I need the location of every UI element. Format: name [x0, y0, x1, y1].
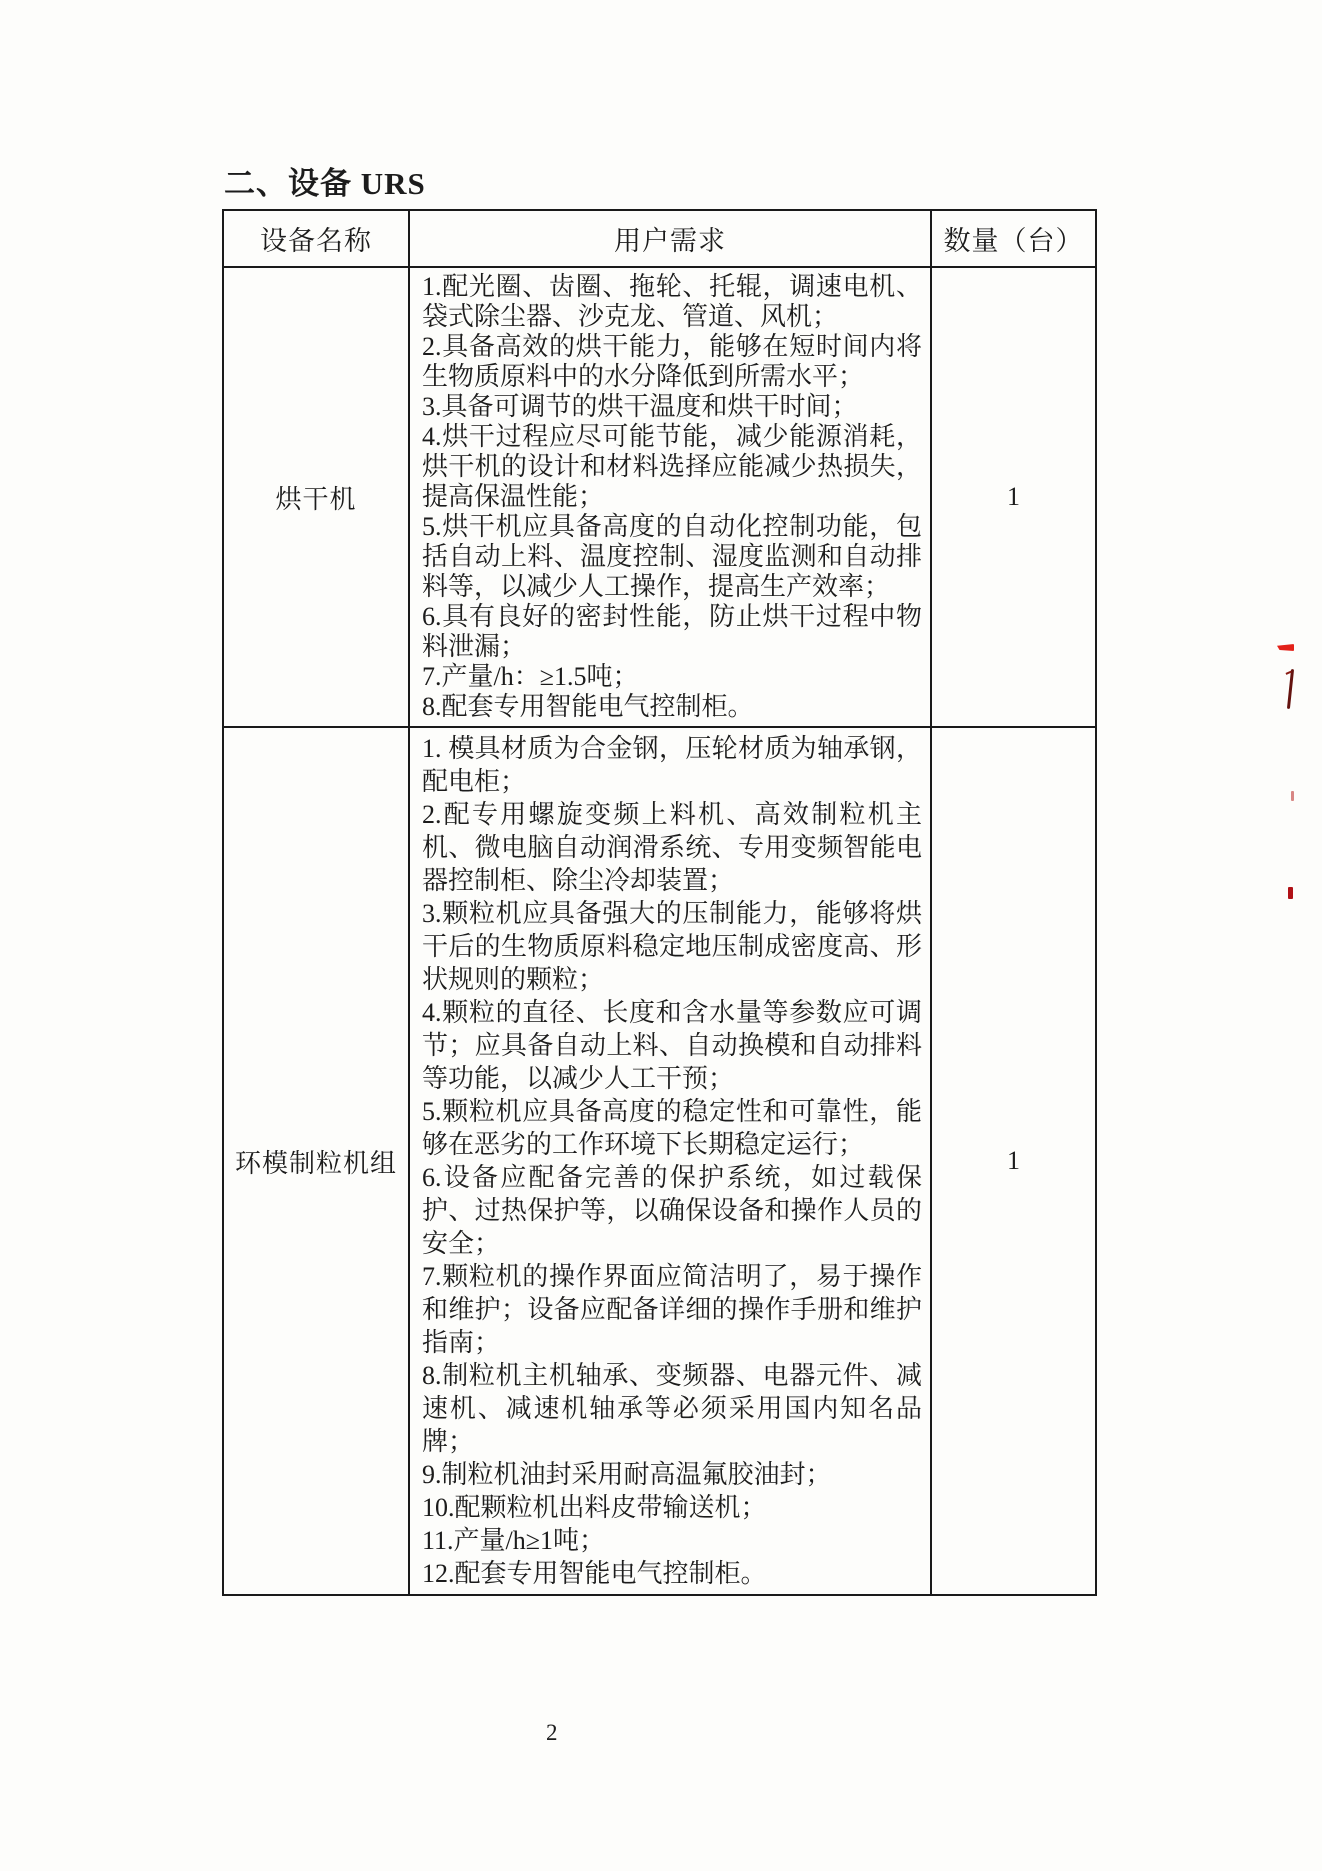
requirement-item: 8.配套专用智能电气控制柜。	[422, 692, 754, 721]
urs-table	[222, 209, 1097, 1596]
equipment-quantity: 1	[931, 267, 1096, 727]
requirement-item: 10.配颗粒机出料皮带输送机；	[422, 1493, 767, 1522]
requirement-item: 4.烘干过程应尽可能节能，减少能源消耗，烘干机的设计和材料选择应能减少热损失，提高保温性能；	[422, 422, 922, 511]
requirement-item: 3.颗粒机应具备强大的压制能力，能够将烘干后的生物质原料稳定地压制成密度高、形状规则的颗粒；	[422, 899, 922, 994]
requirement-item: 2.具备高效的烘干能力，能够在短时间内将生物质原料中的水分降低到所需水平；	[422, 332, 922, 391]
header-user-requirements: 用户需求	[409, 210, 931, 267]
requirement-item: 9.制粒机油封采用耐高温氟胶油封；	[422, 1460, 832, 1489]
table-header-row	[223, 210, 1096, 267]
equipment-quantity: 1	[931, 727, 1096, 1595]
equipment-name: 烘干机	[223, 267, 409, 727]
requirement-item: 11.产量/h≥1吨；	[422, 1526, 606, 1555]
requirement-item: 1.配光圈、齿圈、拖轮、托辊，调速电机、袋式除尘器、沙克龙、管道、风机；	[422, 272, 922, 331]
requirement-item: 8.制粒机主机轴承、变频器、电器元件、减速机、减速机轴承等必须采用国内知名品牌；	[422, 1361, 922, 1456]
table-row	[223, 727, 1096, 1595]
requirement-item: 3.具备可调节的烘干温度和烘干时间；	[422, 392, 858, 421]
red-pen-stroke-mark	[1287, 669, 1294, 709]
header-quantity: 数量（台）	[931, 210, 1096, 267]
requirement-item: 2.配专用螺旋变频上料机、高效制粒机主机、微电脑自动润滑系统、专用变频智能电器控制柜、除尘冷却装置；	[422, 800, 922, 895]
red-pen-speck-mark	[1291, 791, 1294, 801]
equipment-name: 环模制粒机组	[223, 727, 409, 1595]
table-row	[223, 267, 1096, 727]
requirements-list	[409, 727, 931, 1595]
requirement-item: 6.具有良好的密封性能，防止烘干过程中物料泄漏；	[422, 602, 922, 661]
red-pen-tick-mark	[1288, 887, 1293, 899]
requirement-item: 5.烘干机应具备高度的自动化控制功能，包括自动上料、温度控制、湿度监测和自动排料等，以减少人工操作，提高生产效率；	[422, 512, 922, 601]
requirements-list	[409, 267, 931, 727]
requirement-item: 12.配套专用智能电气控制柜。	[422, 1559, 767, 1588]
requirement-item: 5.颗粒机应具备高度的稳定性和可靠性，能够在恶劣的工作环境下长期稳定运行；	[422, 1097, 922, 1159]
header-equipment-name: 设备名称	[223, 210, 409, 267]
requirement-item: 1. 模具材质为合金钢，压轮材质为轴承钢，配电柜；	[422, 734, 922, 796]
page-number: 2	[546, 1720, 558, 1745]
page-title: 二、设备 URS	[224, 166, 426, 201]
requirement-item: 7.产量/h：≥1.5吨；	[422, 662, 639, 691]
requirement-item: 6.设备应配备完善的保护系统，如过载保护、过热保护等，以确保设备和操作人员的安全；	[422, 1163, 922, 1258]
requirement-item: 7.颗粒机的操作界面应简洁明了，易于操作和维护；设备应配备详细的操作手册和维护指南；	[422, 1262, 922, 1357]
requirement-item: 4.颗粒的直径、长度和含水量等参数应可调节；应具备自动上料、自动换模和自动排料等功能，以减少人工干预；	[422, 998, 922, 1093]
red-pen-dash-mark	[1277, 644, 1294, 651]
